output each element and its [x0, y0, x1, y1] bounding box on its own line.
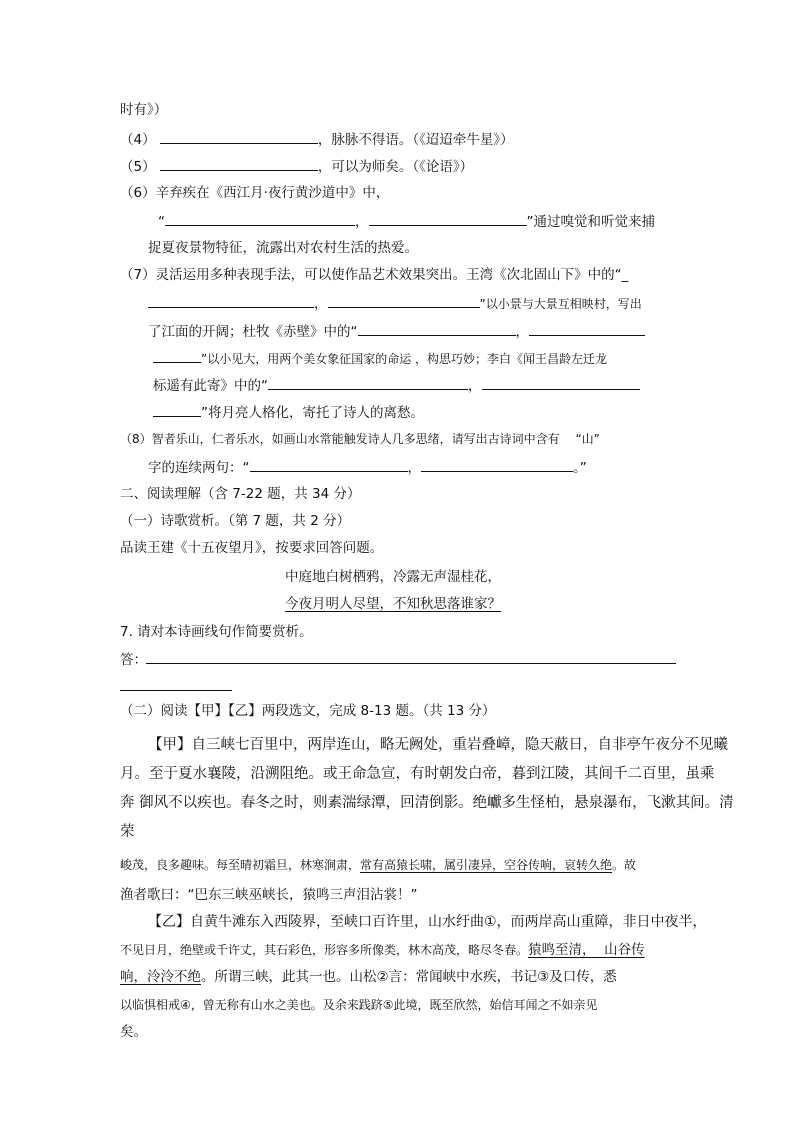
passage-yi-line: 以临惧相戒④，曾无称有山水之美也。及余来践跻⑤此境，既至欣然，始信耳闻之不如亲见 [120, 998, 598, 1012]
item-4 [120, 128, 514, 150]
line-continuation: 时有》） [120, 102, 168, 118]
item-text: 标遥有此寄》中的“ [153, 378, 268, 394]
item-5 [120, 155, 473, 177]
item-text: ，脉脉不得语。（《迢迢牵牛星》） [317, 132, 514, 148]
part-heading: （一）诗歌赏析。（第 7 题，共 2 分） [120, 513, 351, 529]
passage-text: 。故 [612, 858, 637, 872]
comma: ， [407, 460, 421, 476]
part-heading: （二）阅读【甲】【乙】两段选文，完成 8-13 题。（共 13 分） [120, 703, 496, 719]
item-number: （5） [120, 159, 156, 175]
passage-jia-line: 渔者歌曰：“巴东三峡巫峡长，猿鸣三声泪沾裳！” [120, 887, 418, 903]
item-text: ”将月亮人格化，寄托了诗人的离愁。 [201, 405, 424, 421]
item-8-line2 [148, 456, 587, 478]
item-text: 了江面的开阔；杜牧《赤壁》中的“ [148, 324, 358, 340]
passage-text: 峻茂，良多趣味。每至晴初霜旦，林寒涧肃， [120, 858, 361, 872]
answer-blank[interactable] [482, 374, 640, 390]
quote-open: “ [158, 214, 165, 230]
passage-yi-line: 【乙】自黄牛滩东入西陵界，至峡口百许里，山水纡曲①，而两岸高山重障，非日中夜半， [148, 914, 707, 930]
item-text: 。” [573, 460, 587, 476]
item-7-line3 [148, 320, 645, 342]
answer-blank[interactable] [529, 320, 645, 336]
item-8-head [120, 429, 600, 449]
item-number: （4） [120, 132, 156, 148]
answer-blank[interactable] [328, 292, 480, 308]
passage-yi-line: 矣。 [120, 1024, 147, 1040]
answer-label: 答： [120, 652, 147, 668]
item-text: （8）智者乐山，仁者乐水，如画山水常能触发诗人几多思绪，请写出古诗词中含有 [120, 432, 560, 446]
item-text: 字的连续两句：“ [148, 460, 250, 476]
comma: ， [314, 296, 328, 312]
answer-blank[interactable] [268, 374, 468, 390]
item-text: ”以小景与大景互相映村，写出 [479, 297, 642, 311]
passage-yi-line [120, 967, 617, 987]
passage-jia-line: 【甲】自三峡七百里中，两岸连山，略无阙处，重岩叠嶂，隐天蔽日，自非亭午夜分不见曦 [148, 737, 728, 753]
item-7-line2 [148, 292, 642, 314]
passage-jia-line: 荣 [120, 824, 135, 840]
comma: ， [515, 324, 529, 340]
passage-jia-line [120, 855, 636, 875]
item-7-head: （7）灵活运用多种表现手法，可以使作品艺术效果突出。王湾《次北固山下》中的“_ [120, 267, 629, 283]
poem-line: 中庭地白树栖鸦，冷露无声湿桂花， [285, 569, 501, 585]
item-text: ”以小见大，用两个美女象征国家的命运 ，构思巧妙；李白《闻王昌龄左迁龙 [201, 352, 608, 366]
comma: ， [355, 214, 369, 230]
answer-line[interactable] [146, 663, 676, 664]
item-quote: “山” [575, 432, 600, 446]
underlined-text: 猿鸣至清， 山谷传 [528, 942, 645, 958]
instruction: 品读王建《十五夜望月》，按要求回答问题。 [120, 540, 384, 556]
item-6-head: （6）辛弃疾在《西江月·夜行黄沙道中》中， [120, 185, 390, 201]
answer-blank[interactable] [148, 292, 314, 308]
item-text: ，可以为师矣。（《论语》） [317, 159, 474, 175]
passage-yi-line [120, 940, 645, 960]
passage-jia-line: 月。至于夏水襄陵，沿溯阻绝。或王命急宣，有时朝发白帝，暮到江陵，其间千二百里，虽乘 [120, 766, 715, 782]
passage-text: 。所谓三峡，此其一也。山松②言：常闻峡中水疾，书记③及口传，悉 [201, 969, 617, 985]
item-6-blanks [158, 210, 655, 232]
item-7-line4 [153, 347, 607, 369]
answer-blank[interactable] [421, 456, 573, 472]
comma: ， [468, 378, 482, 394]
item-7-line6 [153, 401, 424, 423]
answer-blank[interactable] [153, 401, 201, 417]
answer-blank[interactable] [358, 320, 516, 336]
answer-blank[interactable] [250, 456, 408, 472]
poem-line-underlined: 今夜月明人尽望，不知秋思落谁家？ [285, 596, 501, 612]
underlined-text: 常有高猿长啸，属引凄异，空谷传响，哀转久绝 [360, 858, 613, 872]
passage-text: 不见日月，绝壁或千许丈，其石彩色，形容多所像类，林木高茂，略尽冬春。 [120, 943, 529, 957]
answer-blank[interactable] [165, 210, 355, 226]
answer-blank[interactable] [160, 128, 318, 144]
item-6-tail: 捉夏夜景物特征，流露出对农村生活的热爱。 [148, 240, 418, 256]
section-title: 二、阅读理解（含 7-22 题，共 34 分） [120, 486, 361, 502]
answer-blank[interactable] [153, 347, 201, 363]
question-7: 7. 请对本诗画线句作简要赏析。 [120, 624, 313, 640]
item-text: ”通过嗅觉和听觉来捕 [526, 214, 655, 230]
answer-blank[interactable] [369, 210, 527, 226]
answer-line[interactable] [120, 690, 232, 691]
item-7-line5 [153, 374, 640, 396]
underlined-text: 响，泠泠不绝 [120, 969, 201, 985]
passage-jia-line: 奔 御风不以疾也。春冬之时，则素湍绿潭，回清倒影。绝巘多生怪柏，悬泉瀑布，飞漱其间。清 [120, 795, 734, 811]
answer-blank[interactable] [160, 155, 318, 171]
